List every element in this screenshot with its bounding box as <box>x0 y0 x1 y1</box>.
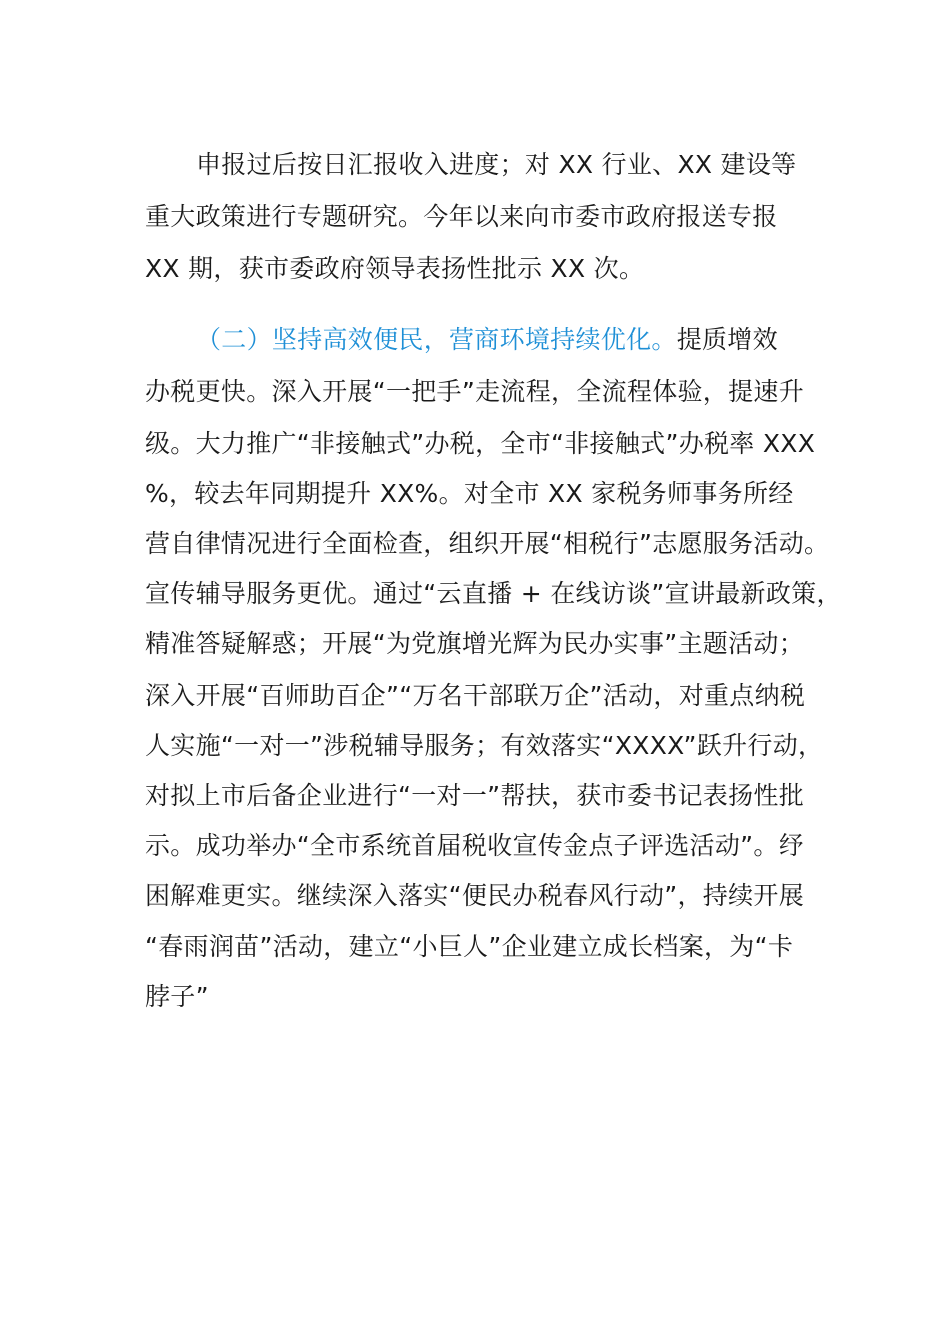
paragraph2-line-11: 困解难更实。继续深入落实“便民办税春风行动”，持续开展 <box>145 881 805 910</box>
paragraph2-line-7: 深入开展“百师助百企”“万名干部联万企”活动，对重点纳税 <box>145 681 806 710</box>
paragraph2-line-3: %，较去年同期提升 XX%。对全市 XX 家税务师事务所经 <box>145 479 794 508</box>
paragraph1-line-1: 申报过后按日汇报收入进度；对 XX 行业、XX 建设等 <box>196 150 797 179</box>
paragraph2-first-line-rest: 提质增效 <box>676 325 778 354</box>
paragraph2-line-12: “春雨润苗”活动，建立“小巨人”企业建立成长档案，为“卡 <box>145 932 794 961</box>
paragraph2-line-4: 营自律情况进行全面检查，组织开展“相税行”志愿服务活动。 <box>145 529 830 558</box>
paragraph2-first-line <box>196 324 778 356</box>
paragraph2-line-9: 对拟上市后备企业进行“一对一”帮扶，获市委书记表扬性批 <box>145 781 805 810</box>
paragraph2-line-13: 脖子” <box>145 982 209 1011</box>
paragraph2-line-8: 人实施“一对一”涉税辅导服务；有效落实“XXXX”跃升行动， <box>145 731 824 760</box>
section-heading: （二）坚持高效便民，营商环境持续优化。 <box>196 325 677 354</box>
paragraph2-line-5: 宣传辅导服务更优。通过“云直播 + 在线访谈”宣讲最新政策， <box>145 579 842 608</box>
paragraph1-line-3: XX 期，获市委政府领导表扬性批示 XX 次。 <box>145 254 645 283</box>
paragraph2-line-1: 办税更快。深入开展“一把手”走流程，全流程体验，提速升 <box>145 377 805 406</box>
paragraph1-line-2: 重大政策进行专题研究。今年以来向市委市政府报送专报 <box>145 202 778 231</box>
paragraph2-line-10: 示。成功举办“全市系统首届税收宣传金点子评选活动”。纾 <box>145 831 805 860</box>
paragraph2-line-6: 精准答疑解惑；开展“为党旗增光辉为民办实事”主题活动； <box>145 629 805 658</box>
paragraph2-line-2: 级。大力推广“非接触式”办税，全市“非接触式”办税率 XXX <box>145 429 816 458</box>
